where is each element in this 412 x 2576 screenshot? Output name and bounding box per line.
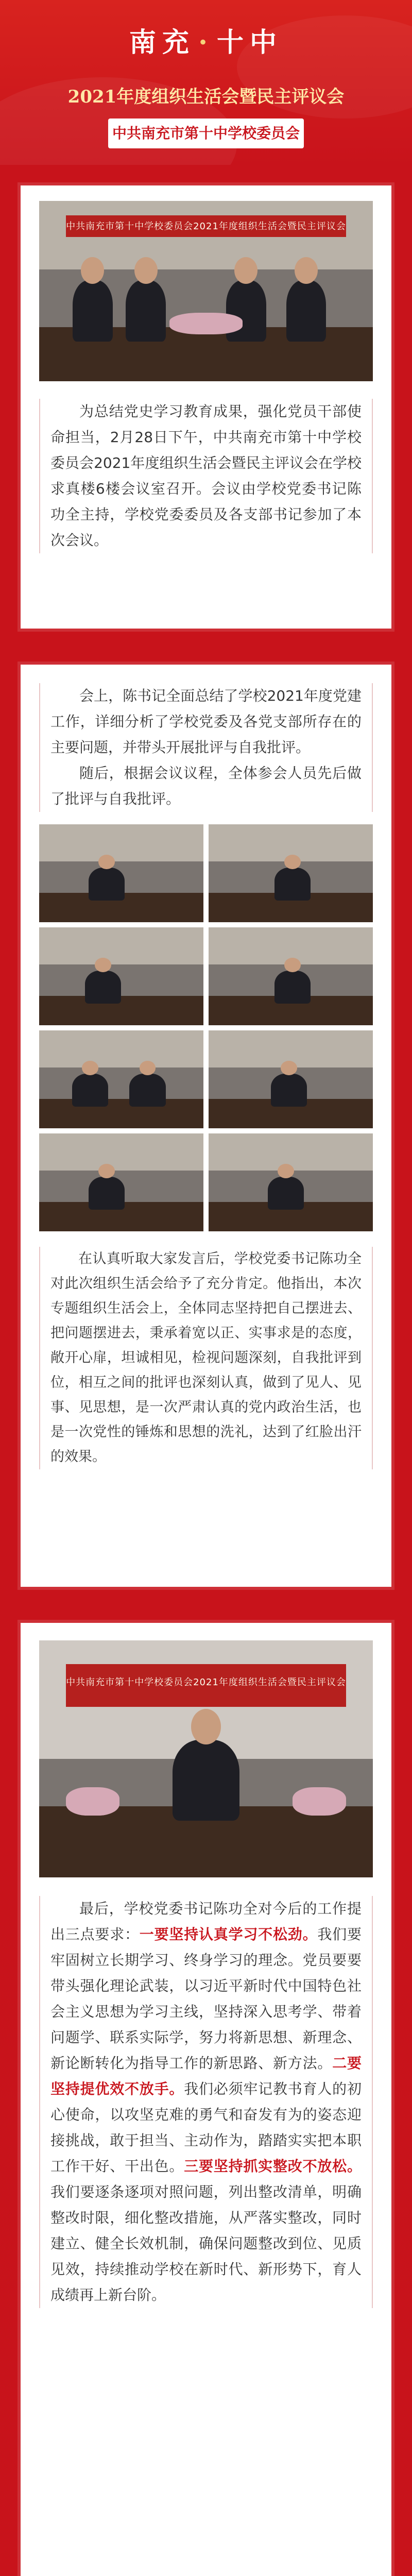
requirement-1-title: 一要坚持认真学习不松劲。 — [139, 1926, 318, 1943]
requirement-2-body: 我们必须牢记教书育人的初心使命，以攻坚克难的勇气和奋发有为的姿态迎接挑战，敢于担当、主动作为，踏踏实实把本职工作干好、干出色。 — [50, 2080, 362, 2175]
criticism-card — [21, 665, 391, 1587]
grid-photo-8 — [209, 1133, 373, 1231]
school-title — [0, 21, 412, 59]
meeting-photo-main — [39, 201, 373, 381]
requirements-paragraph — [50, 1896, 362, 2308]
grid-photo-1 — [39, 824, 203, 922]
page-subtitle: 2021年度组织生活会暨民主评议会 — [67, 87, 345, 107]
intro-paragraph: 为总结党史学习教育成果，强化党员干部使命担当，2月28日下午，中共南充市第十中学校委员会2021年度组织生活会暨民主评议会在学校求真楼6楼会议室召开。会议由学校党委书记陈功全主持，学校党委委员及各支部书记参加了本次会议。 — [50, 403, 362, 549]
requirements-intro: 最后，学校党委书记陈功全对今后的工作提出三点要求： — [50, 1900, 362, 1943]
photo-banner-text: 中共南充市第十中学校委员会2021年度组织生活会暨民主评议会 — [66, 221, 346, 232]
intro-card — [21, 185, 391, 629]
org-badge: 中共南充市第十中学校委员会 — [108, 118, 304, 148]
requirement-2-title: 二要坚持提优效不放手。 — [50, 2055, 362, 2097]
grid-photo-5 — [39, 1030, 203, 1128]
photo-grid — [39, 824, 373, 1231]
requirements-card — [21, 1623, 391, 2576]
grid-photo-6 — [209, 1030, 373, 1128]
summary-paragraph: 会上，陈书记全面总结了学校2021年度党建工作，详细分析了学校党委及各党支部所存在的主要问题，并带头开展批评与自我批评。 — [50, 687, 362, 756]
meeting-photo-speaker — [39, 1640, 373, 1877]
title-right: 十中 — [217, 27, 283, 58]
photo-banner-text-2: 中共南充市第十中学校委员会2021年度组织生活会暨民主评议会 — [66, 1677, 346, 1688]
grid-photo-4 — [209, 927, 373, 1025]
grid-photo-7 — [39, 1133, 203, 1231]
grid-photo-2 — [209, 824, 373, 922]
agenda-paragraph: 随后，根据会议议程，全体参会人员先后做了批评与自我批评。 — [50, 765, 362, 807]
title-separator: · — [198, 27, 214, 58]
affirmation-paragraph: 在认真听取大家发言后，学校党委书记陈功全对此次组织生活会给予了充分肯定。他指出，本次专题组织生活会上，全体同志坚持把自己摆进去、把问题摆进去，秉承着宽以正、实事求是的态度，敞开心扉，坦诚相见，检视问题深刻，自我批评到位，相互之间的批评也深刻认真，做到了见人、见事、见思想，是一次严肃认真的党内政治生活，也是一次党性的锤炼和思想的洗礼，达到了红脸出汗的效果。 — [50, 1251, 362, 1465]
title-left: 南充 — [129, 27, 195, 58]
header — [0, 0, 412, 165]
requirement-1-body: 我们要牢固树立长期学习、终身学习的理念。党员要要带头强化理论武装，以习近平新时代中国特色社会主义思想为学习主线，坚持深入思考学、带着问题学、联系实际学，努力将新思想、新理念、新论断转化为指导工作的新思路、新方法。 — [50, 1926, 362, 2072]
requirement-3-title: 三要坚持抓实整改不放松。 — [184, 2158, 362, 2175]
grid-photo-3 — [39, 927, 203, 1025]
requirement-3-body: 我们要逐条逐项对照问题，列出整改清单，明确整改时限，细化整改措施，从严落实整改，同时建立、健全长效机制，确保问题整改到位、见质见效，持续推动学校在新时代、新形势下，育人成绩再上新台阶。 — [50, 2183, 362, 2303]
